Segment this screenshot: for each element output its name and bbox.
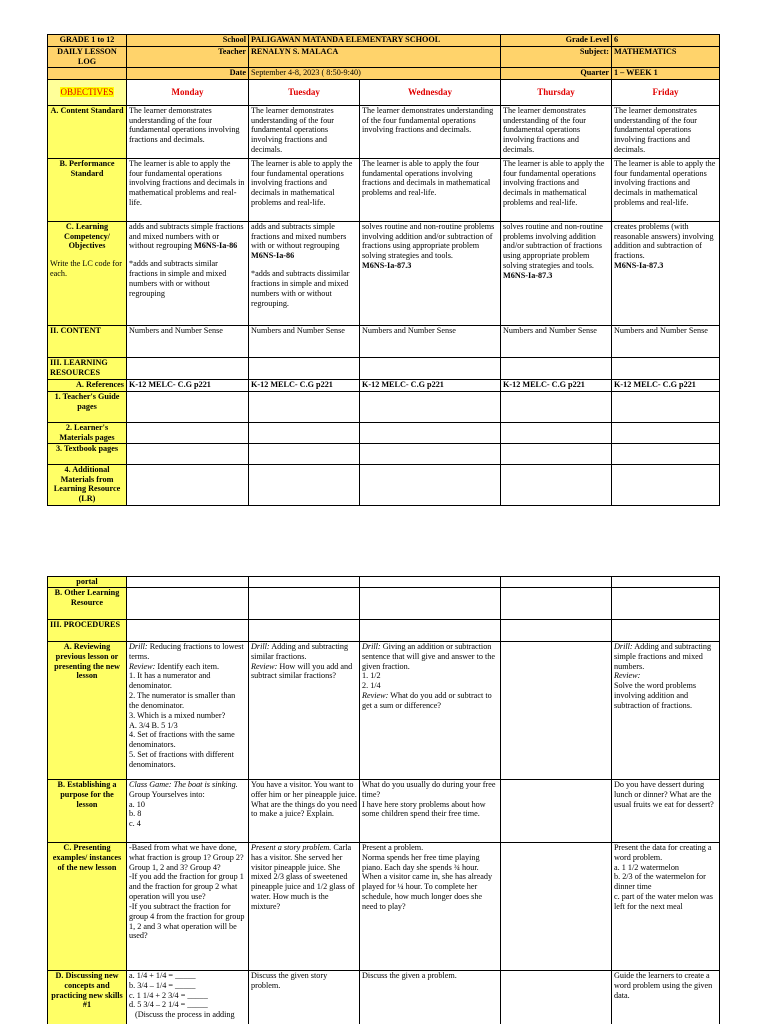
exercise-item: (Discuss the process in adding — [135, 1010, 235, 1020]
drill-text: Adding and subtracting simple fractions and mixed numbers. — [614, 641, 712, 671]
proc-b-mon — [127, 779, 249, 842]
date-value: September 4-8, 2023 ( 8:50-9:40) — [249, 67, 501, 79]
exercise-item: a. 1/4 + 1/4 = _____ — [129, 970, 196, 980]
quarter-label: Quarter — [501, 67, 612, 79]
performance-standard-fri: The learner is able to apply the four fundamental operations involving fractions and decimals in mathematical problems and real-life. — [612, 158, 720, 221]
drill-item: 2. 1/4 — [362, 681, 381, 691]
references-mon: K-12 MELC- C.G p221 — [127, 379, 249, 391]
proc-a-label: A. Reviewing previous lesson or presenting the new lesson — [48, 641, 127, 779]
drill-label: Drill: — [614, 641, 633, 651]
content-standard-fri: The learner demonstrates understanding of the four fundamental operations involving fractions and decimals. — [612, 105, 720, 158]
drill-label: Drill: — [362, 641, 381, 651]
story-title: Present a story problem. — [251, 842, 332, 852]
teachers-guide-label: 1. Teacher's Guide pages — [48, 391, 127, 422]
review-item: 3. Which is a mixed number? — [129, 710, 226, 720]
competency-tue-text: adds and subtracts simple fractions and mixed numbers with or without regrouping — [251, 221, 347, 251]
additional-materials-label: 4. Additional Materials from Learning Resource (LR) — [48, 464, 127, 505]
other-resources-label: B. Other Learning Resource — [48, 587, 127, 619]
drill-label: Drill: — [129, 641, 148, 651]
proc-b-thu — [501, 779, 612, 842]
lc-code-note: Write the LC code for each. — [50, 259, 122, 279]
group-item: a. 10 — [129, 799, 145, 809]
proc-c-fri: Present the data for creating a word problem. a. 1 1/2 watermelon b. 2/3 of the watermelon for dinner time c. part of the water melon was left for the next meal — [612, 842, 720, 970]
competency-wed-code: M6NS-Ia-87.3 — [362, 261, 412, 271]
content-standard-label: A. Content Standard — [48, 105, 127, 158]
review-item: A. 3/4 B. 5 1/3 — [129, 720, 178, 730]
drill-text: Reducing fractions to lowest terms. — [129, 641, 244, 661]
competency-wed-text: solves routine and non-routine problems involving addition and/or subtraction of fractions using appropriate problem solving strategies and tools. — [362, 221, 495, 261]
drill-text: Giving an addition or subtraction sentence that will give and answer to the given fraction. — [362, 641, 496, 671]
day-thursday: Thursday — [501, 79, 612, 105]
class-game: Class Game: The boat is sinking. — [129, 779, 238, 789]
performance-standard-tue: The learner is able to apply the four fundamental operations involving fractions and decimals in mathematical problems and real-life. — [249, 158, 360, 221]
proc-a-wed — [360, 641, 501, 779]
date-label: Date — [127, 67, 249, 79]
learning-resources-label: III. LEARNING RESOURCES — [48, 357, 127, 379]
proc-b-wed: What do you usually do during your free time? I have here story problems about how some children spend their free time. — [360, 779, 501, 842]
grade-level-label: Grade Level — [501, 35, 612, 47]
review-item: 5. Set of fractions with different denominators. — [129, 750, 234, 769]
day-monday: Monday — [127, 79, 249, 105]
competency-thu-code: M6NS-Ia-87.3 — [503, 270, 553, 280]
content-standard-tue: The learner demonstrates understanding of the four fundamental operations involving fractions and decimals. — [249, 105, 360, 158]
lesson-log-table-bottom — [47, 576, 720, 1024]
proc-d-mon — [127, 970, 249, 1024]
competency-mon-text: adds and subtracts simple fractions and mixed numbers with or without regrouping — [129, 221, 244, 251]
proc-c-wed: Present a problem. Norma spends her free time playing piano. Each day she spends ¾ hour. When a visitor came in, she has already played for ¼ hour. To complete her schedule, how much longer does she need to play? — [360, 842, 501, 970]
competency-tue-code: M6NS-Ia-86 — [251, 251, 295, 261]
proc-d-fri: Guide the learners to create a word problem using the given data. — [612, 970, 720, 1024]
story-text: Carla has a visitor. She served her visitor pineapple juice. She mixed 2/3 glass of sweetened pineapple juice and 1/2 glass of water. How much is the mixture? — [251, 842, 355, 911]
references-wed: K-12 MELC- C.G p221 — [360, 379, 501, 391]
review-text: How will you add and subtract similar fractions? — [251, 661, 353, 681]
objectives-header: OBJECTIVES — [60, 86, 114, 97]
review-label: Review: — [129, 661, 156, 671]
proc-d-wed: Discuss the given a problem. — [360, 970, 501, 1024]
proc-a-tue — [249, 641, 360, 779]
content-mon: Numbers and Number Sense — [127, 325, 249, 357]
proc-a-mon — [127, 641, 249, 779]
references-fri: K-12 MELC- C.G p221 — [612, 379, 720, 391]
proc-d-label: D. Discussing new concepts and practicing new skills #1 — [48, 970, 127, 1024]
grade-level-value: 6 — [612, 35, 720, 47]
content-standard-thu: The learner demonstrates understanding of the four fundamental operations involving fractions and decimals. — [501, 105, 612, 158]
procedures-label: III. PROCEDURES — [48, 619, 127, 641]
content-standard-wed: The learner demonstrates understanding of the four fundamental operations involving fractions and decimals. — [360, 105, 501, 158]
day-wednesday: Wednesday — [360, 79, 501, 105]
review-text: What do you add or subtract to get a sum or difference? — [362, 691, 492, 710]
content-standard-mon: The learner demonstrates understanding of the four fundamental operations involving fractions and decimals. — [127, 105, 249, 158]
proc-c-mon: -Based from what we have done, what fraction is group 1? Group 2? Group 1, 2 and 3? Group 4? -If you add the fraction for group 1 and the fraction for group 2 what operation will you use? -If you subtract the fraction for group 4 from the fraction for group 1, 2 and 3 what operation will be used? — [127, 842, 249, 970]
review-label: Review: — [251, 661, 278, 671]
performance-standard-thu: The learner is able to apply the four fundamental operations involving fractions and decimals in mathematical problems and real-life. — [501, 158, 612, 221]
competency-fri-text: creates problems (with reasonable answers) involving addition and subtraction of fractions. — [614, 221, 714, 261]
content-label: II. CONTENT — [48, 325, 127, 357]
proc-c-tue — [249, 842, 360, 970]
performance-standard-mon: The learner is able to apply the four fundamental operations involving fractions and decimals in mathematical problems and real-life. — [127, 158, 249, 221]
proc-b-fri: Do you have dessert during lunch or dinner? What are the usual fruits we eat for dessert? — [612, 779, 720, 842]
content-tue: Numbers and Number Sense — [249, 325, 360, 357]
references-label: A. References — [48, 379, 127, 391]
review-item: 2. The numerator is smaller than the denominator. — [129, 691, 236, 710]
subject-value: MATHEMATICS — [612, 47, 720, 68]
review-label: Review: — [362, 691, 389, 701]
school-value: PALIGAWAN MATANDA ELEMENTARY SCHOOL — [249, 35, 501, 47]
competency-tue-note: *adds and subtracts dissimilar fractions in simple and mixed numbers with or without regrouping. — [251, 269, 350, 308]
group-text: Group Yourselves into: — [129, 789, 205, 799]
proc-c-thu — [501, 842, 612, 970]
proc-a-thu — [501, 641, 612, 779]
portal-label: portal — [48, 577, 127, 588]
learners-materials-label: 2. Learner's Materials pages — [48, 422, 127, 443]
drill-item: 1. 1/2 — [362, 671, 381, 681]
proc-b-label: B. Establishing a purpose for the lesson — [48, 779, 127, 842]
textbook-label: 3. Textbook pages — [48, 443, 127, 464]
proc-d-tue: Discuss the given story problem. — [249, 970, 360, 1024]
performance-standard-wed: The learner is able to apply the four fundamental operations involving fractions and decimals in mathematical problems and real-life. — [360, 158, 501, 221]
dll-label: DAILY LESSON LOG — [48, 47, 127, 68]
exercise-item: b. 3/4 – 1/4 = _____ — [129, 980, 196, 990]
exercise-item: d. 5 3/4 – 2 1/4 = _____ — [129, 1000, 208, 1010]
quarter-value: 1 – WEEK 1 — [612, 67, 720, 79]
proc-a-fri — [612, 641, 720, 779]
day-friday: Friday — [612, 79, 720, 105]
day-tuesday: Tuesday — [249, 79, 360, 105]
content-wed: Numbers and Number Sense — [360, 325, 501, 357]
school-label: School — [127, 35, 249, 47]
teacher-value: RENALYN S. MALACA — [249, 47, 501, 68]
content-thu: Numbers and Number Sense — [501, 325, 612, 357]
performance-standard-label: B. Performance Standard — [48, 158, 127, 221]
drill-label: Drill: — [251, 641, 270, 651]
review-item: 1. It has a numerator and denominator. — [129, 671, 211, 691]
review-item: 4. Set of fractions with the same denominators. — [129, 730, 235, 750]
grades-label: GRADE 1 to 12 — [48, 35, 127, 47]
teacher-label: Teacher — [127, 47, 249, 68]
drill-text: Adding and subtracting similar fractions. — [251, 641, 349, 661]
content-fri: Numbers and Number Sense — [612, 325, 720, 357]
competency-thu-text: solves routine and non-routine problems involving addition and/or subtraction of fractions using appropriate problem solving strategies and tools. — [503, 221, 603, 271]
competency-fri-code: M6NS-Ia-87.3 — [614, 261, 664, 271]
exercise-item: c. 1 1/4 + 2 3/4 = _____ — [129, 990, 208, 1000]
review-text: Solve the word problems involving addition and subtraction of fractions. — [614, 681, 697, 710]
competency-mon-code: M6NS-Ia-86 — [194, 241, 238, 251]
competency-mon-note: *adds and subtracts similar fractions in simple and mixed numbers with or without regrouping — [129, 259, 227, 298]
proc-d-thu — [501, 970, 612, 1024]
review-text: Identify each item. — [155, 661, 220, 671]
group-item: b. 8 — [129, 809, 142, 819]
subject-label: Subject: — [501, 47, 612, 68]
learning-competency-label: C. Learning Competency/ Objectives — [64, 221, 110, 251]
proc-c-label: C. Presenting examples/ instances of the new lesson — [48, 842, 127, 970]
proc-b-tue: You have a visitor. You want to offer him or her pineapple juice. What are the things do you need to make a juice? Explain. — [249, 779, 360, 842]
references-tue: K-12 MELC- C.G p221 — [249, 379, 360, 391]
references-thu: K-12 MELC- C.G p221 — [501, 379, 612, 391]
lesson-log-table-top — [47, 34, 720, 506]
review-label: Review: — [614, 671, 641, 681]
group-item: c. 4 — [129, 819, 141, 829]
